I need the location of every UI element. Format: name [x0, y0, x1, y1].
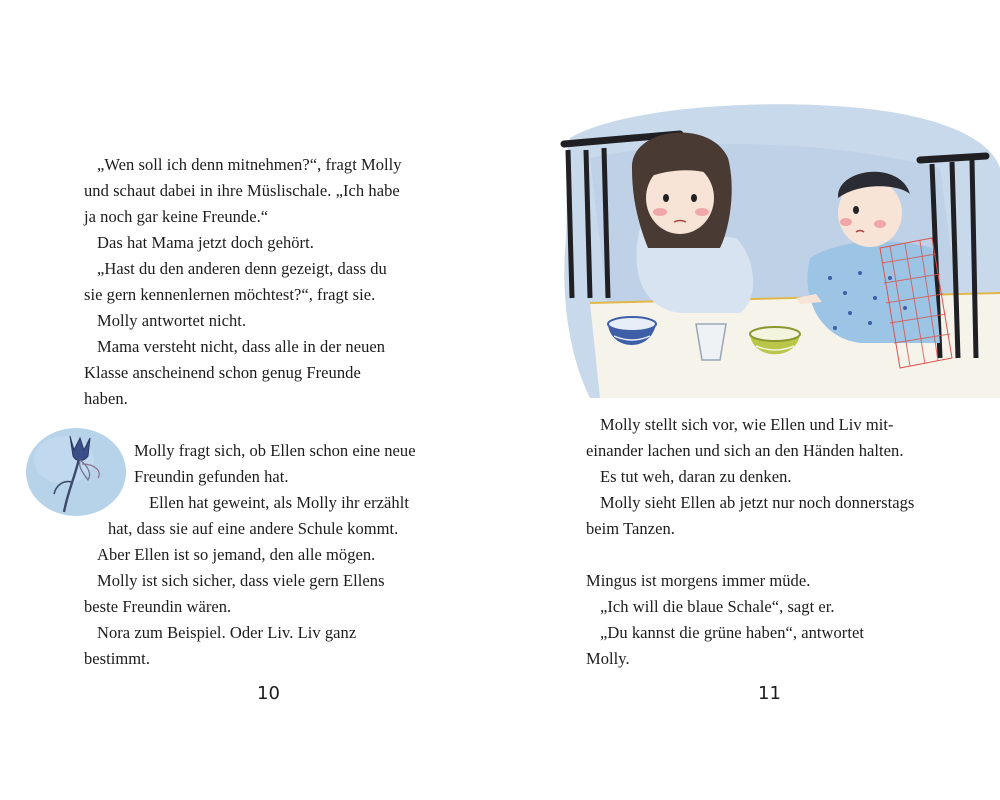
text-line: Es tut weh, daran zu denken. [600, 467, 792, 486]
text-line: Ellen hat geweint, als Molly ihr erzählt [149, 493, 409, 512]
text-line: Klasse anscheinend schon genug Freunde [84, 363, 361, 382]
text-line: Nora zum Beispiel. Oder Liv. Liv ganz [97, 623, 357, 642]
page-number: 11 [758, 683, 781, 704]
text-line: beim Tanzen. [586, 519, 675, 538]
text-line: Molly fragt sich, ob Ellen schon eine neue [134, 441, 416, 460]
text-line: Mingus ist morgens immer müde. [586, 571, 811, 590]
text-line: Das hat Mama jetzt doch gehört. [97, 233, 314, 252]
right-page [500, 0, 1000, 800]
text-line: bestimmt. [84, 649, 150, 668]
text-line: Molly stellt sich vor, wie Ellen und Liv mit- [600, 415, 894, 434]
text-line: einander lachen und sich an den Händen halten. [586, 441, 904, 460]
text-line: beste Freundin wären. [84, 597, 232, 616]
text-line: und schaut dabei in ihre Müslischale. „Ich habe [84, 181, 400, 200]
page-number: 10 [257, 683, 280, 704]
text-line: Molly sieht Ellen ab jetzt nur noch donnerstags [600, 493, 915, 512]
text-line: „Du kannst die grüne haben“, antwortet [600, 623, 864, 642]
text-line: Freundin gefunden hat. [134, 467, 289, 486]
text-line: haben. [84, 389, 128, 408]
text-line: Aber Ellen ist so jemand, den alle mögen. [97, 545, 376, 564]
text-line: „Ich will die blaue Schale“, sagt er. [600, 597, 835, 616]
text-line: „Hast du den anderen denn gezeigt, dass du [97, 259, 387, 278]
text-line: hat, dass sie auf eine andere Schule kommt. [108, 519, 399, 538]
text-line: „Wen soll ich denn mitnehmen?“, fragt Molly [97, 155, 402, 174]
text-line: Mama versteht nicht, dass alle in der neuen [97, 337, 386, 356]
text-line: Molly. [586, 649, 630, 668]
text-line: Molly ist sich sicher, dass viele gern Ellens [97, 571, 385, 590]
text-line: sie gern kennenlernen möchtest?“, fragt sie. [84, 285, 376, 304]
text-line: ja noch gar keine Freunde.“ [84, 207, 269, 226]
flower-illustration-icon [18, 420, 138, 520]
text-line: Molly antwortet nicht. [97, 311, 247, 330]
